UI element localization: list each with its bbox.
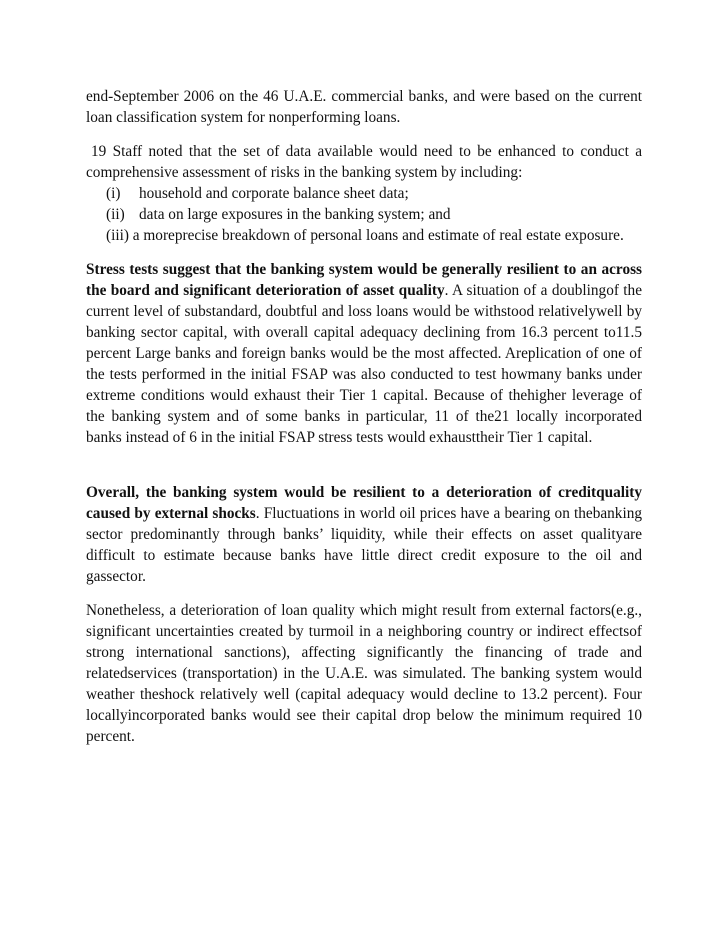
paragraph-external-shocks (86, 482, 642, 587)
data-list (86, 183, 642, 246)
document-body (86, 86, 642, 747)
list-item (86, 225, 642, 246)
paragraph-19: 19 Staff noted that the set of data available would need to be enhanced to conduct a comprehensive assessment of risks in the banking system by including: (86, 143, 642, 181)
list-item-text: data on large exposures in the banking system; and (139, 206, 451, 223)
paragraph-nonetheless: Nonetheless, a deterioration of loan quality which might result from external factors(e.g., significant uncertainties created by turmoil in a neighboring country or indirect effectsof strong international sanctions), affecting significantly the financing of trade and relatedservices (transportation) in the U.A.E. was simulated. The banking system would weather theshock relatively well (capital adequacy would decline to 13.2 percent). Four locallyincorporated banks would see their capital drop below the minimum required 10 percent. (86, 602, 642, 745)
list-marker: (iii) (106, 227, 129, 244)
external-shocks-heading: Overall, the banking system would be resilient to a deterioration of creditquality caused by external shocks (86, 484, 642, 522)
stress-tests-heading: Stress tests suggest that the banking system would be generally resilient to an across the board and significant deterioration of asset quality (86, 261, 642, 299)
paragraph-stress-tests (86, 259, 642, 448)
list-item (86, 204, 642, 225)
list-marker: (ii) (106, 206, 125, 223)
list-item (86, 183, 642, 204)
external-shocks-body: . Fluctuations in world oil prices have a bearing on thebanking sector predominantly through banks’ liquidity, while their effects on asset qualityare difficult to estimate because banks have little direct credit exposure to the oil and gassector. (86, 505, 642, 585)
paragraph-continuation: end-September 2006 on the 46 U.A.E. commercial banks, and were based on the current loan classification system for nonperforming loans. (86, 88, 642, 126)
list-item-text: a moreprecise breakdown of personal loans and estimate of real estate exposure. (132, 227, 624, 244)
list-marker: (i) (106, 185, 121, 202)
stress-tests-body: . A situation of a doublingof the current level of substandard, doubtful and loss loans would be withstood relativelywell by banking sector capital, with overall capital adequacy declining from 16.3 percent to11.5 percent Large banks and foreign banks would be the most affected. Areplication of one of the tests performed in the initial FSAP was also conducted to test howmany banks under extreme conditions would exhaust their Tier 1 capital. Because of thehigher leverage of the banking system and of some banks in particular, 11 of the21 locally incorporated banks instead of 6 in the initial FSAP stress tests would exhausttheir Tier 1 capital. (86, 282, 643, 446)
list-item-text: household and corporate balance sheet data; (139, 185, 409, 202)
